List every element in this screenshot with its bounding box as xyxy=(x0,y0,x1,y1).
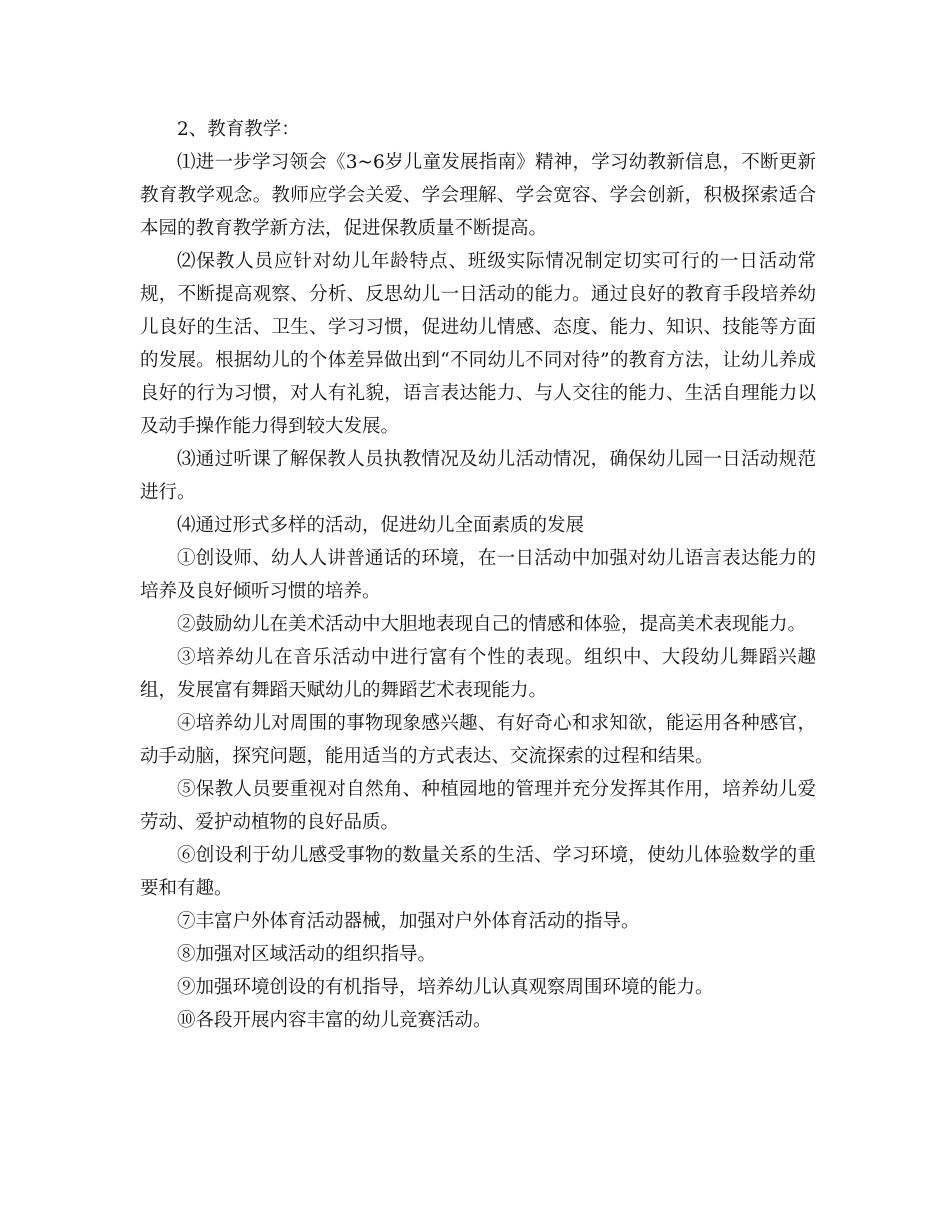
list-item-9: ⑨加强环境创设的有机指导，培养幼儿认真观察周围环境的能力。 xyxy=(177,977,714,998)
section-heading: 2、教育教学： xyxy=(177,119,300,140)
list-item-3: ③培养幼儿在音乐活动中进行富有个性的表现。组织中、大段幼儿舞蹈兴趣组，发展富有舞蹈天赋幼儿的舞蹈艺术表现能力。 xyxy=(140,647,816,701)
paragraph-1: ⑴进一步学习领会《3~6岁儿童发展指南》精神，学习幼教新信息，不断更新教育教学观念。教师应学会关爱、学会理解、学会宽容、学会创新，积极探索适合本园的教育教学新方法，促进保教质量不断提高。 xyxy=(140,152,816,239)
list-item-7: ⑦丰富户外体育活动器械，加强对户外体育活动的指导。 xyxy=(177,911,640,932)
list-item-6: ⑥创设利于幼儿感受事物的数量关系的生活、学习环境，使幼儿体验数学的重要和有趣。 xyxy=(140,845,816,899)
list-item-10: ⑩各段开展内容丰富的幼儿竞赛活动。 xyxy=(177,1010,492,1031)
document-body xyxy=(140,113,816,1037)
list-item-1: ①创设师、幼人人讲普通话的环境，在一日活动中加强对幼儿语言表达能力的培养及良好倾听习惯的培养。 xyxy=(140,548,816,602)
paragraph-3: ⑶通过听课了解保教人员执教情况及幼儿活动情况，确保幼儿园一日活动规范进行。 xyxy=(140,449,816,503)
list-item-4: ④培养幼儿对周围的事物现象感兴趣、有好奇心和求知欲，能运用各种感官，动手动脑，探究问题，能用适当的方式表达、交流探索的过程和结果。 xyxy=(140,713,816,767)
list-item-8: ⑧加强对区域活动的组织指导。 xyxy=(177,944,437,965)
paragraph-4: ⑷通过形式多样的活动，促进幼儿全面素质的发展 xyxy=(177,515,585,536)
paragraph-2: ⑵保教人员应针对幼儿年龄特点、班级实际情况制定切实可行的一日活动常规，不断提高观察、分析、反思幼儿一日活动的能力。通过良好的教育手段培养幼儿良好的生活、卫生、学习习惯，促进幼儿情感、态度、能力、知识、技能等方面的发展。根据幼儿的个体差异做出到“不同幼儿不同对待”的教育方法，让幼儿养成良好的行为习惯，对人有礼貌，语言表达能力、与人交往的能力、生活自理能力以及动手操作能力得到较大发展。 xyxy=(140,251,816,437)
list-item-2: ②鼓励幼儿在美术活动中大胆地表现自己的情感和体验，提高美术表现能力。 xyxy=(177,614,807,635)
list-item-5: ⑤保教人员要重视对自然角、种植园地的管理并充分发挥其作用，培养幼儿爱劳动、爱护动植物的良好品质。 xyxy=(140,779,816,833)
